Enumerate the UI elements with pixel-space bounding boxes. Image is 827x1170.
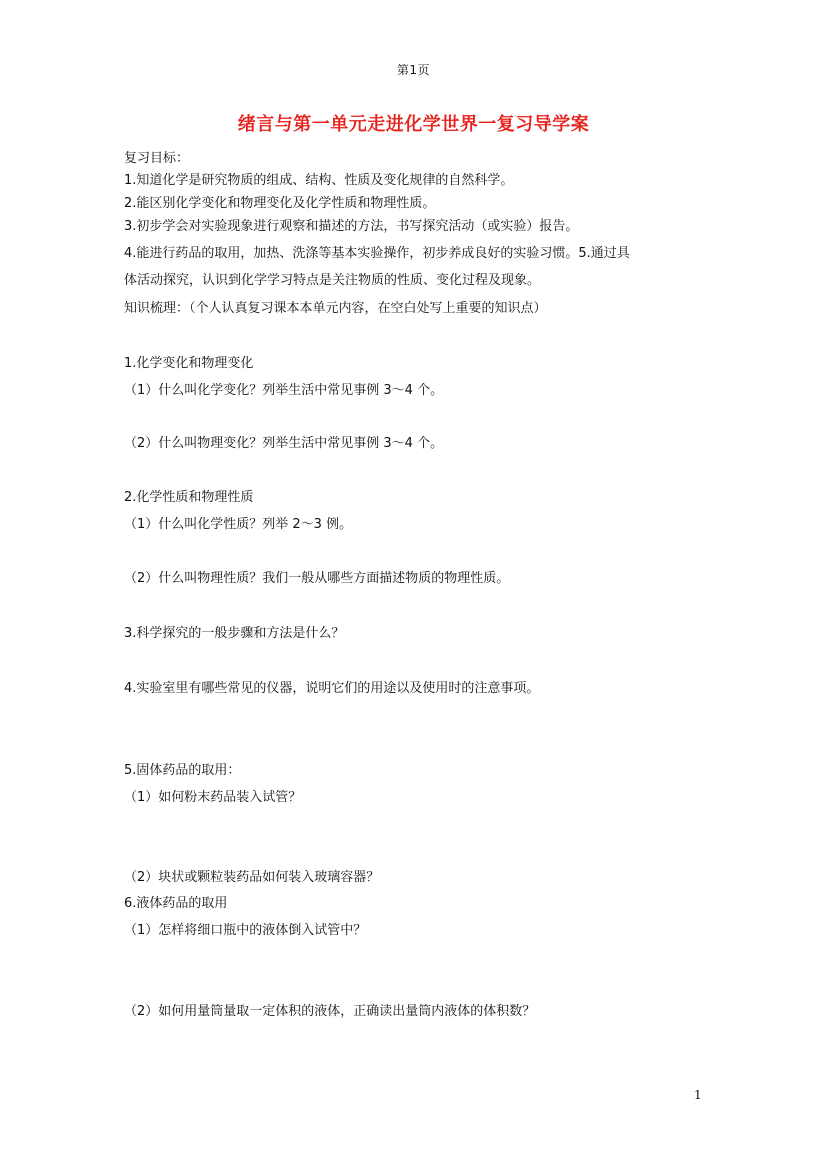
objective-item-1: 1.知道化学是研究物质的组成、结构、性质及变化规律的自然科学。 [124, 173, 514, 188]
objective-item-4: 4.能进行药品的取用，加热、洗涤等基本实验操作，初步养成良好的实验习惯。5.通过具 [124, 246, 630, 261]
section-1-question-1: （1）什么叫化学变化？列举生活中常见事例 3～4 个。 [124, 383, 444, 398]
section-4-title: 4.实验室里有哪些常见的仪器，说明它们的用途以及使用时的注意事项。 [124, 681, 540, 696]
section-5-title: 5.固体药品的取用： [124, 763, 241, 778]
section-6-question-1: （1）怎样将细口瓶中的液体倒入试管中？ [124, 923, 367, 938]
section-6-title: 6.液体药品的取用 [124, 896, 228, 911]
page-header-label: 第1页 [396, 63, 431, 77]
objective-item-5: 体活动探究，认识到化学学习特点是关注物质的性质、变化过程及现象。 [124, 273, 541, 288]
knowledge-intro: 知识梳理：（个人认真复习课本本单元内容，在空白处写上重要的知识点） [124, 301, 547, 316]
section-5-question-2: （2）块状或颗粒装药品如何装入玻璃容器？ [124, 870, 380, 885]
section-1-question-2: （2）什么叫物理变化？列举生活中常见事例 3～4 个。 [124, 436, 444, 451]
objective-item-3: 3.初步学会对实验现象进行观察和描述的方法，书写探究活动（或实验）报告。 [124, 219, 579, 234]
document-title: 绪言与第一单元走进化学世界一复习导学案 [237, 114, 590, 135]
section-2-question-2: （2）什么叫物理性质？我们一般从哪些方面描述物质的物理性质。 [124, 571, 510, 586]
objectives-heading: 复习目标： [124, 151, 190, 166]
section-2-title: 2.化学性质和物理性质 [124, 490, 254, 505]
section-1-title: 1.化学变化和物理变化 [124, 356, 254, 371]
section-3-title: 3.科学探究的一般步骤和方法是什么？ [124, 626, 345, 641]
section-2-question-1: （1）什么叫化学性质？列举 2～3 例。 [124, 517, 353, 532]
objective-item-2: 2.能区别化学变化和物理变化及化学性质和物理性质。 [124, 196, 436, 211]
section-5-question-1: （1）如何粉末药品装入试管？ [124, 790, 302, 805]
section-6-question-2: （2）如何用量筒量取一定体积的液体，正确读出量筒内液体的体积数？ [124, 1004, 536, 1019]
page-number: 1 [694, 1088, 702, 1102]
